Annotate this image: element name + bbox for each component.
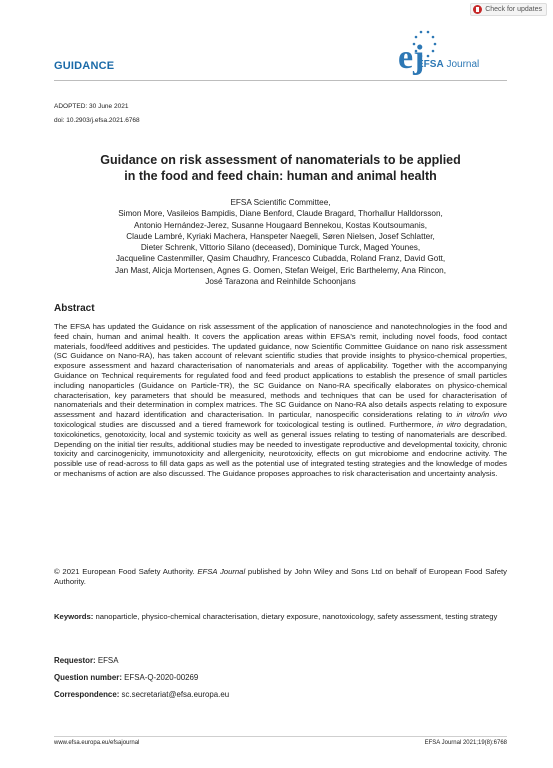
copyright-notice xyxy=(54,567,507,587)
copyright-post: published by John Wiley and Sons Ltd on behalf of European Food Safety Authority. xyxy=(54,567,508,586)
author-line: Dieter Schrenk, Vittorio Silano (deceased), Dominique Turck, Maged Younes, xyxy=(140,243,421,253)
abstract-part-2: toxicological studies are discussed and a tiered framework for toxicological testing is outlined. Furthermore, xyxy=(54,419,438,429)
question-label: Question number: xyxy=(54,673,122,682)
abstract-italic-1: in vitro/in vivo xyxy=(456,410,507,420)
requestor-label: Requestor: xyxy=(54,656,96,665)
author-line: Claude Lambré, Kyriaki Machera, Hanspeter Naegeli, Søren Nielsen, Josef Schlatter, xyxy=(126,231,435,241)
abstract-text xyxy=(54,322,507,479)
abstract-italic-2: in vitro xyxy=(437,419,461,429)
author-line: Antonio Hernández-Jerez, Susanne Hougaard Bennekou, Kostas Koutsoumanis, xyxy=(133,220,428,230)
crossmark-icon xyxy=(473,5,482,14)
check-for-updates-label: Check for updates xyxy=(485,6,542,13)
efsa-journal-logo xyxy=(394,28,504,80)
author-line: José Tarazona and Reinhilde Schoonjans xyxy=(205,277,356,287)
header-divider xyxy=(54,80,507,81)
abstract-part-3: degradation, toxicokinetics, genotoxicity, local and systemic toxicity as well as general issues relating to testing of nanomaterials are described. Depending on the initial tier results, additional studies may be needed to investigate reproductive and developmental toxicity, chronic toxicity and carcinogenicity, immunotoxicity and allergenicity, neurotoxicity, effects on gut microbiome and endocrine activity. The possible use of read-across to fill data gaps as well as the potential use of integrated testing strategies and the knowledge of modes or mechanisms of action are also discussed. The Guidance proposes approaches to risk characterisation and uncertainty analysis. xyxy=(54,419,507,478)
section-label: GUIDANCE xyxy=(54,60,115,72)
author-line: Jacqueline Castenmiller, Qasim Chaudhry, Francesco Cubadda, Roland Franz, David Gott, xyxy=(115,254,446,264)
requestor xyxy=(54,656,118,665)
logo-letters: ej xyxy=(398,39,425,76)
question-value: EFSA-Q-2020-00269 xyxy=(121,673,199,682)
check-for-updates-button[interactable] xyxy=(470,3,547,16)
page-title xyxy=(54,152,507,184)
keywords xyxy=(54,612,507,622)
correspondence-label: Correspondence: xyxy=(54,690,120,699)
copyright-journal: EFSA Journal xyxy=(197,567,246,576)
journal-name-bold: EFSA xyxy=(417,59,444,70)
keywords-label: Keywords: xyxy=(54,612,94,621)
correspondence xyxy=(54,690,229,699)
doi-link[interactable]: doi: 10.2903/j.efsa.2021.6768 xyxy=(54,117,140,124)
journal-name xyxy=(417,59,479,70)
title-line-2: in the food and feed chain: human and animal health xyxy=(124,169,437,183)
question-number xyxy=(54,673,198,682)
author-list xyxy=(60,197,501,287)
keywords-text: nanoparticle, physico-chemical characterisation, dietary exposure, nanotoxicology, safety assessment, testing strategy xyxy=(93,612,498,621)
title-line-1: Guidance on risk assessment of nanomaterials to be applied xyxy=(100,153,461,167)
footer-citation: EFSA Journal 2021;19(8):6768 xyxy=(424,740,507,746)
author-line: EFSA Scientific Committee, xyxy=(230,198,331,207)
footer-website-link[interactable]: www.efsa.europa.eu/efsajournal xyxy=(54,740,140,746)
abstract-part-1: The EFSA has updated the Guidance on risk assessment of the application of nanoscience and nanotechnologies in the food and feed chain, human and animal health. It covers the application areas within EFSA's remit, including novel foods, food contact materials, food/feed additives and pesticides. The updated guidance, now Scientific Committee Guidance on nano risk assessment (SC Guidance on Nano-RA), has taken account of relevant scientific studies that provide insights to physico-chemical properties, exposure assessment and hazard characterisation of nanomaterials and areas of applicability. Together with the accompanying Guidance on Technical requirements for regulated food and feed product applications to establish the presence of small particles including nanoparticles (Guidance on Particle-TR), the SC Guidance on Nano-RA specifically elaborates on physico-chemical characterisation, key parameters that should be measured, methods and techniques that can be used for characterisation of nanomaterials and their determination in complex matrices. The SC Guidance on Nano-RA also details aspects relating to exposure assessment and hazard identification and characterisation. In particular, nanospecific considerations relating to xyxy=(54,322,507,420)
copyright-pre: © 2021 European Food Safety Authority. xyxy=(54,567,198,576)
footer-divider xyxy=(54,736,507,737)
author-line: Jan Mast, Alicja Mortensen, Agnes G. Oomen, Stefan Weigel, Eric Barthelemy, Ana Rincon, xyxy=(115,265,446,275)
abstract-heading: Abstract xyxy=(54,303,95,314)
author-line: Simon More, Vasileios Bampidis, Diane Benford, Claude Bragard, Thorhallur Halldorsson, xyxy=(118,209,443,219)
correspondence-email[interactable]: sc.secretariat@efsa.europa.eu xyxy=(119,690,230,699)
adopted-date: ADOPTED: 30 June 2021 xyxy=(54,103,129,110)
requestor-value: EFSA xyxy=(95,656,119,665)
journal-name-rest: Journal xyxy=(443,59,480,70)
